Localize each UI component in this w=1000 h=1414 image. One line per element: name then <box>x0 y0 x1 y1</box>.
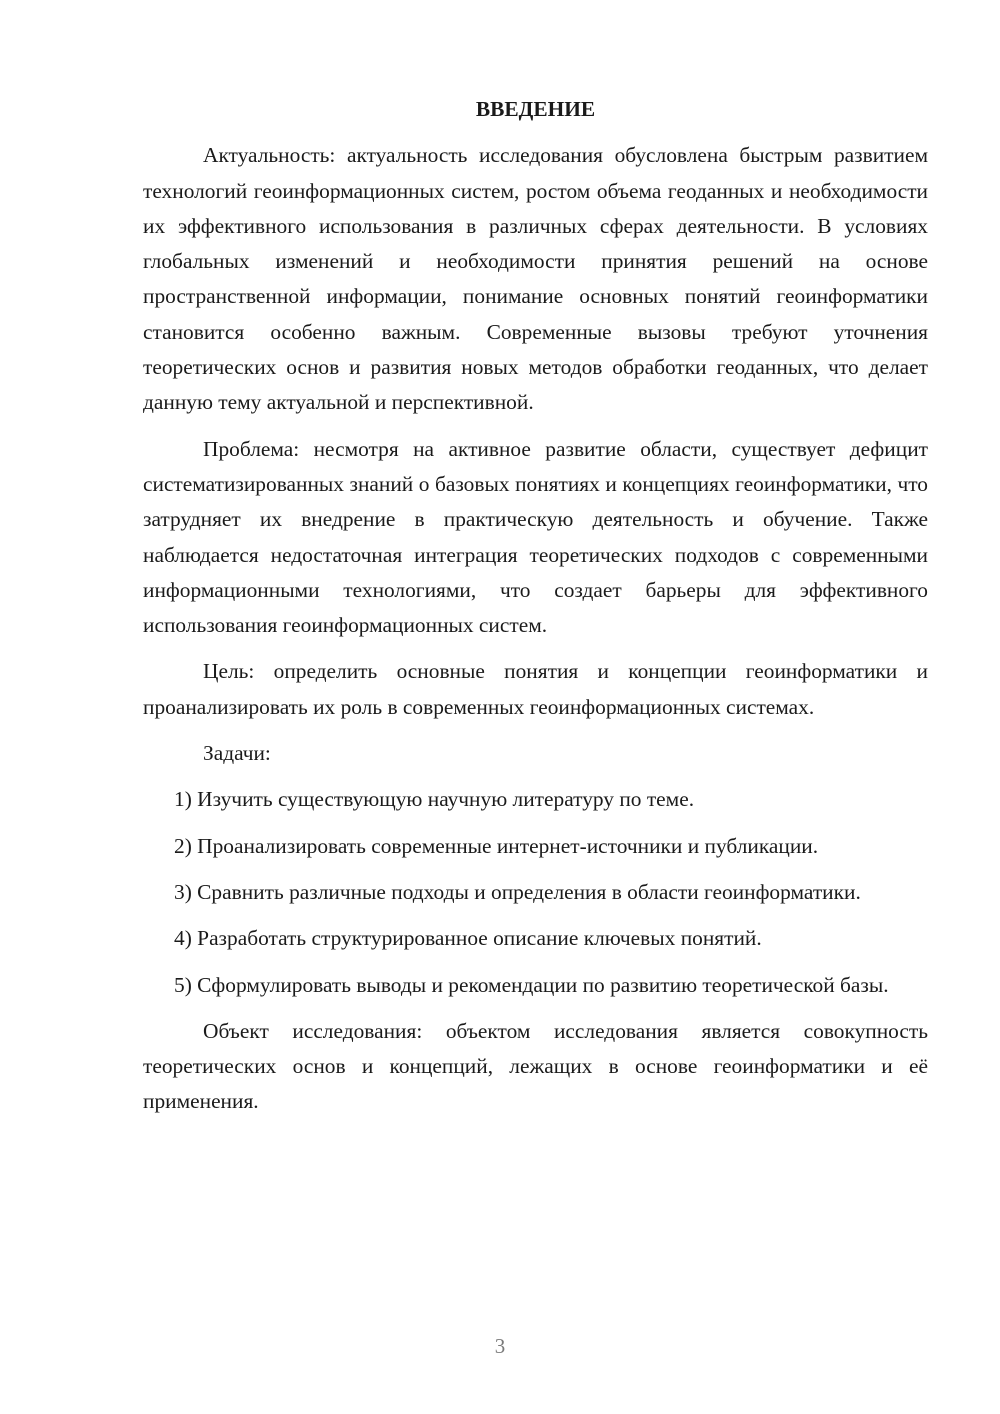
problem-paragraph: Проблема: несмотря на активное развитие области, существует дефицит систематизированных знаний о базовых понятиях и концепциях геоинформатики, что затрудняет их внедрение в практическую деятельность и обучение. Также наблюдается недостаточная интеграция теоретических подходов с современными информационными технологиями, что создает барьеры для эффективного использования геоинформационных систем. <box>143 436 928 638</box>
document-page <box>143 92 928 1131</box>
task-item-2: 2) Проанализировать современные интернет-источники и публикации. <box>174 833 819 858</box>
task-item-1: 1) Изучить существующую научную литературу по теме. <box>174 787 695 812</box>
section-title: ВВЕДЕНИЕ <box>475 97 596 121</box>
task-item-5: 5) Сформулировать выводы и рекомендации по развитию теоретической базы. <box>174 972 889 997</box>
tasks-heading: Задачи: <box>203 741 271 766</box>
page-number: 3 <box>494 1334 506 1358</box>
task-item-3: 3) Сравнить различные подходы и определения в области геоинформатики. <box>174 879 861 904</box>
goal-paragraph: Цель: определить основные понятия и концепции геоинформатики и проанализировать их роль в современных геоинформационных системах. <box>143 659 928 719</box>
task-item-4: 4) Разработать структурированное описание ключевых понятий. <box>174 926 762 951</box>
object-paragraph: Объект исследования: объектом исследования является совокупность теоретических основ и концепций, лежащих в основе геоинформатики и её применения. <box>143 1018 928 1114</box>
relevance-paragraph: Актуальность: актуальность исследования обусловлена быстрым развитием технологий геоинформационных систем, ростом объема геоданных и необходимости их эффективного использования в различных сферах деятельности. В условиях глобальных изменений и необходимости принятия решений на основе пространственной информации, понимание основных понятий геоинформатики становится особенно важным. Современные вызовы требуют уточнения теоретических основ и развития новых методов обработки геоданных, что делает данную тему актуальной и перспективной. <box>143 143 928 415</box>
